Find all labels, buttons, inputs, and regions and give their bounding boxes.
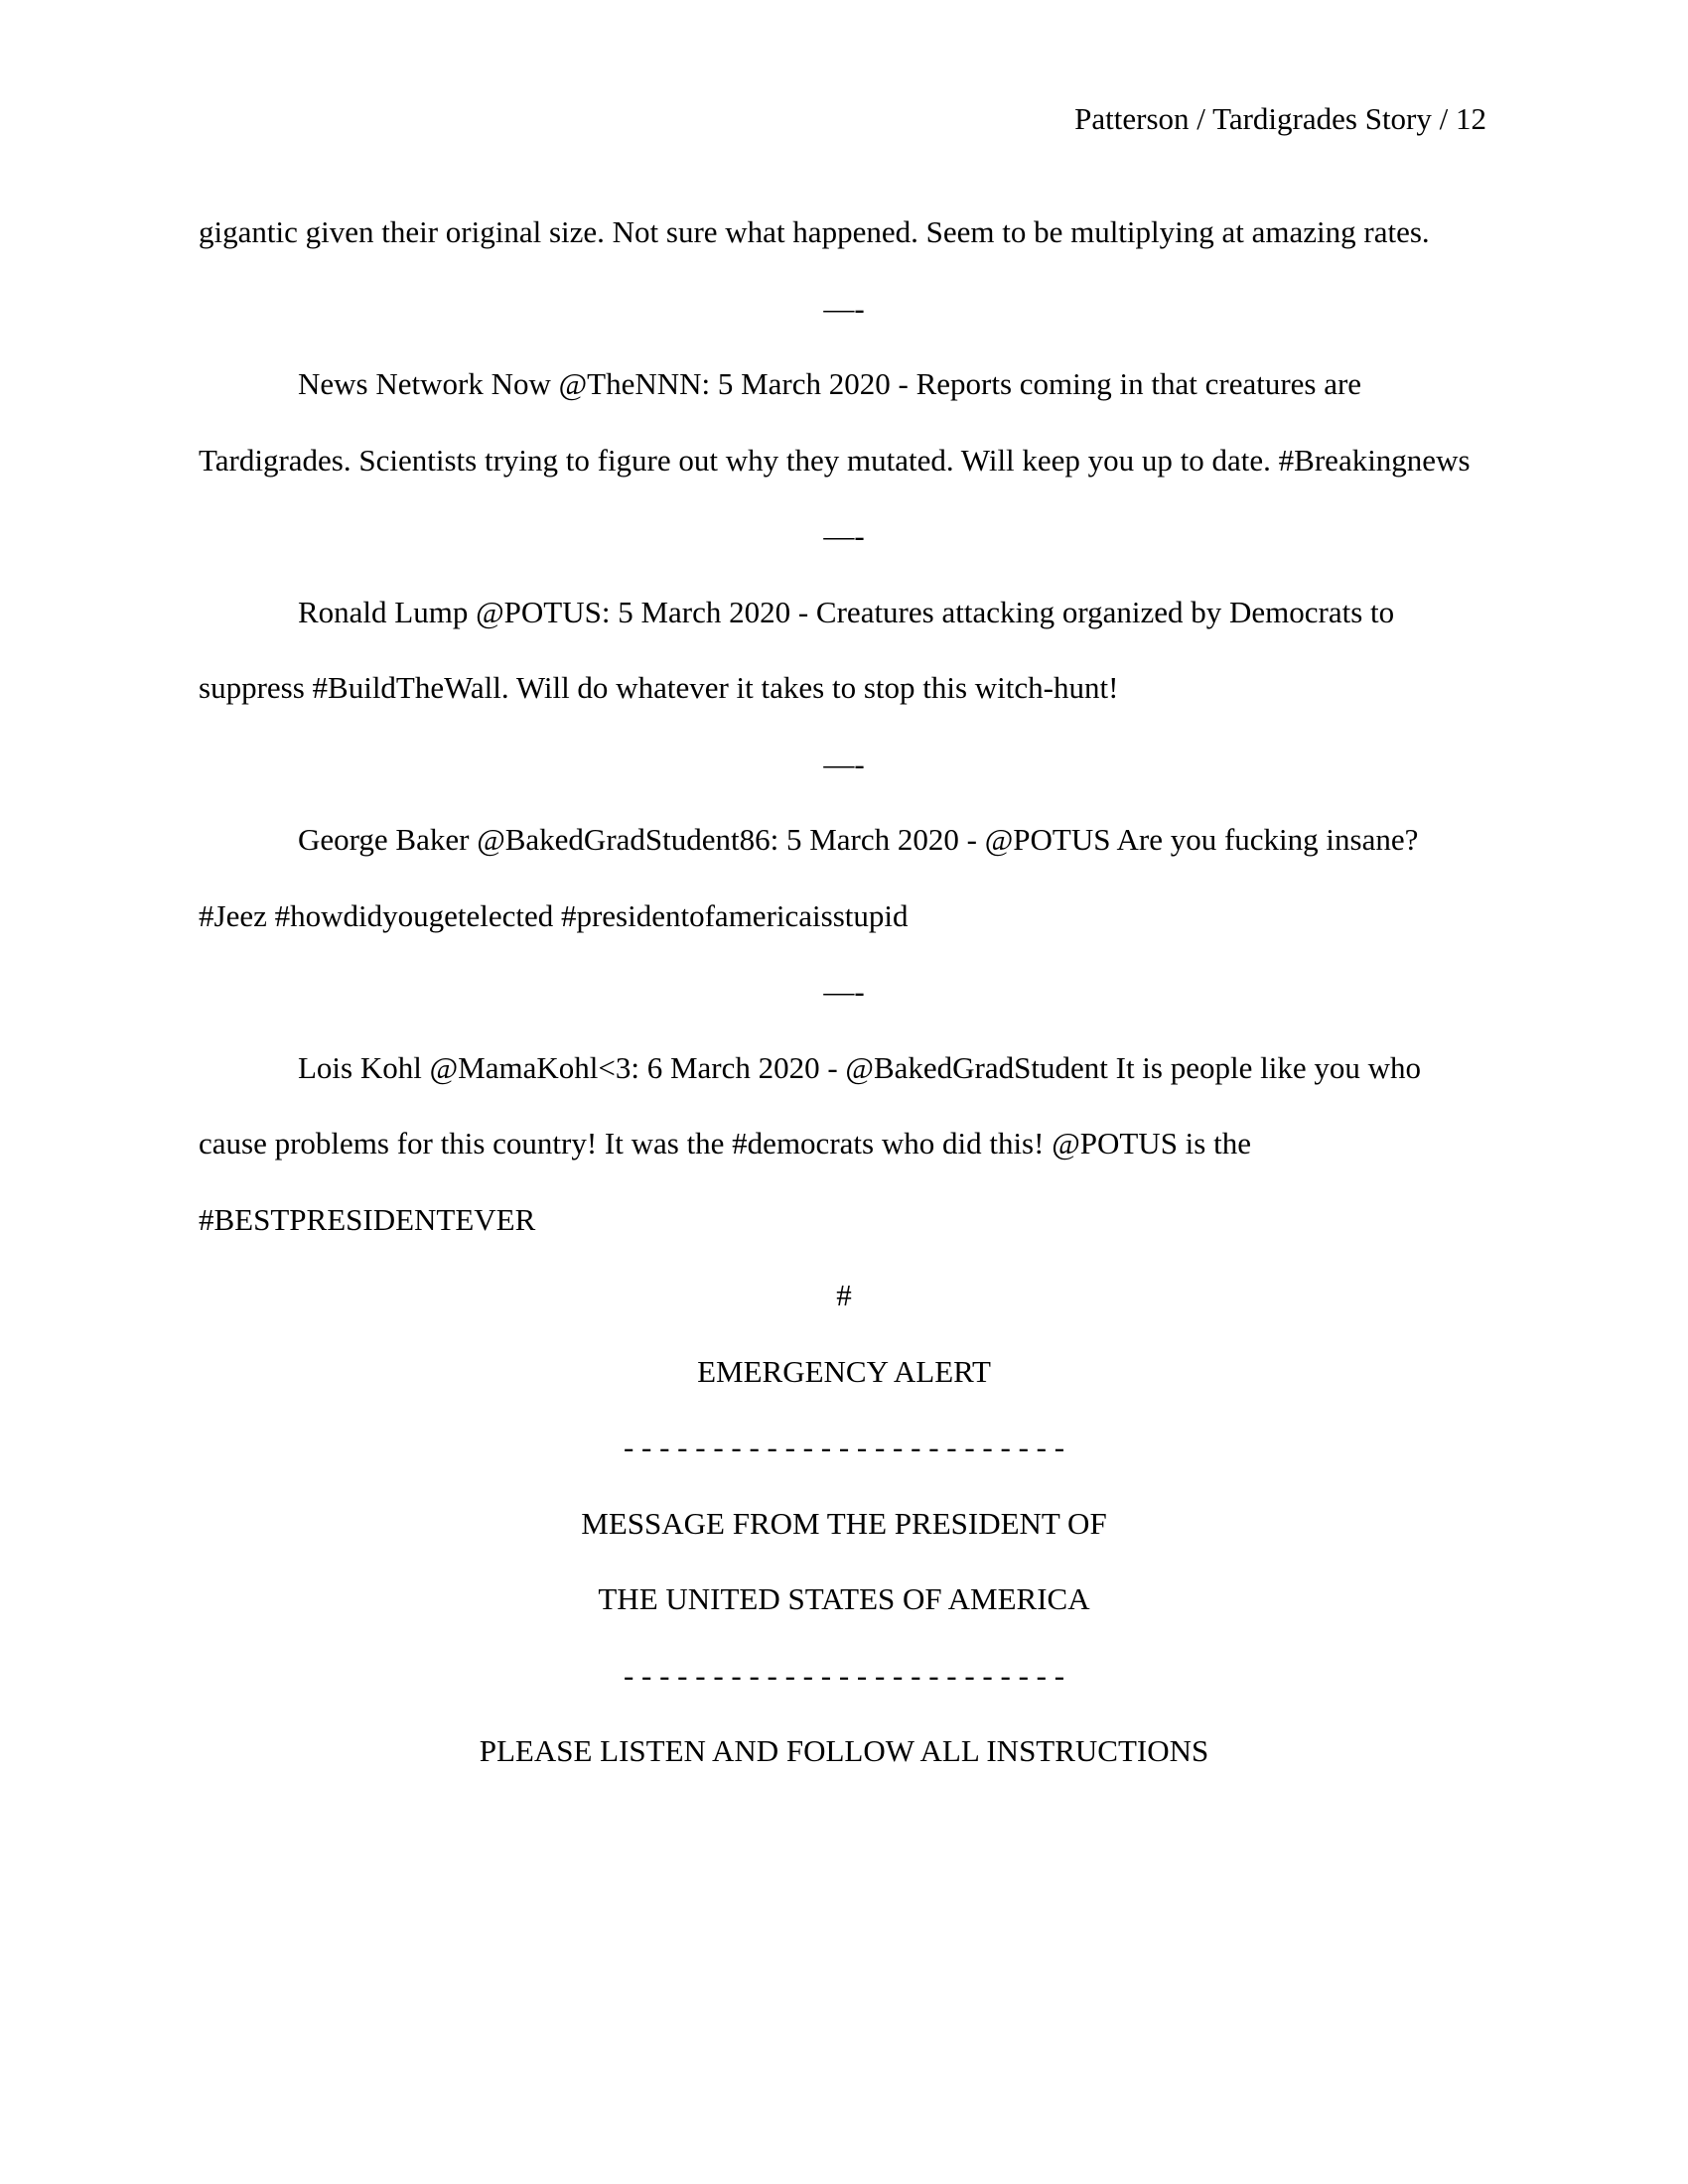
alert-instruction: PLEASE LISTEN AND FOLLOW ALL INSTRUCTIONS <box>479 1733 1209 1768</box>
alert-title: EMERGENCY ALERT <box>697 1353 991 1389</box>
section-separator: —- <box>823 974 865 1009</box>
alert-message-line: MESSAGE FROM THE PRESIDENT OF <box>581 1505 1107 1541</box>
post-ronald-lump: Ronald Lump @POTUS: 5 March 2020 - Creatures attacking organized by Democrats to suppress #BuildTheWall. Will do whatever it takes to stop this witch-hunt! <box>199 594 1395 705</box>
section-separator: —- <box>823 290 865 326</box>
section-separator: —- <box>823 746 865 781</box>
scene-break: # <box>836 1278 852 1312</box>
post-news-network-now: News Network Now @TheNNN: 5 March 2020 - Reports coming in that creatures are Tardigrades. Scientists trying to figure out why they mutated. Will keep you up to date. #Breakingnews <box>199 366 1471 478</box>
alert-message-line: THE UNITED STATES OF AMERICA <box>598 1581 1090 1616</box>
running-head: Patterson / Tardigrades Story / 12 <box>1074 101 1486 136</box>
post-george-baker: George Baker @BakedGradStudent86: 5 March 2020 - @POTUS Are you fucking insane? #Jeez #howdidyougetelected #presidentofamericaisstupid <box>199 822 1419 933</box>
paragraph-continuation: gigantic given their original size. Not sure what happened. Seem to be multiplying at amazing rates. <box>199 214 1430 249</box>
body-text <box>199 195 1489 1790</box>
post-lois-kohl: Lois Kohl @MamaKohl<3: 6 March 2020 - @BakedGradStudent It is people like you who cause problems for this country! It was the #democrats who did this! @POTUS is the #BESTPRESIDENTEVER <box>199 1049 1421 1237</box>
section-separator: —- <box>823 518 865 553</box>
alert-rule: - - - - - - - - - - - - - - - - - - - - - - - - - <box>623 1657 1065 1693</box>
alert-rule: - - - - - - - - - - - - - - - - - - - - - - - - - <box>623 1430 1065 1464</box>
